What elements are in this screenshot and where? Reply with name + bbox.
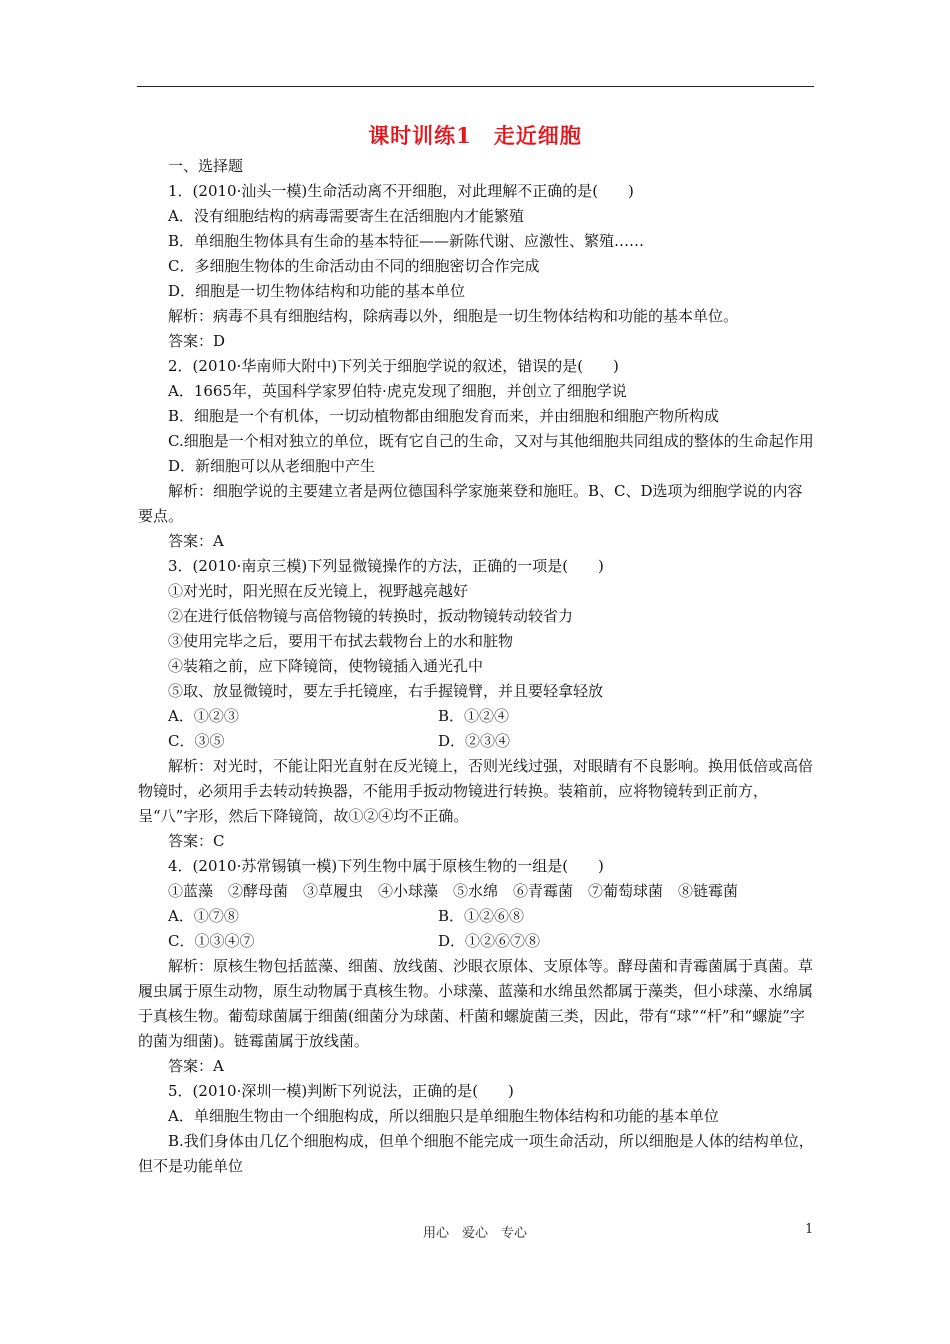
q3-answer: 答案：C [168,832,225,850]
q3-item: ⑤取、放显微镜时，要左手托镜座，右手握镜臂，并且要轻拿轻放 [168,682,604,700]
q4-analysis: 解析：原核生物包括蓝藻、细菌、放线菌、沙眼衣原体、支原体等。酵母菌和青霉菌属于真菌。草履虫属于原生动物，原生动物属于真核生物。小球藻、蓝藻和水绵虽然都属于藻类，但小球藻、水绵属于真核生物。葡萄球菌属于细菌(细菌分为球菌、杆菌和螺旋菌三类，因此，带有“球”“杆”和“螺旋”字的菌为细菌)。链霉菌属于放线菌。 [138,957,814,1050]
q4-options-row-2 [138,929,814,954]
q5-option-a: A．单细胞生物由一个细胞构成，所以细胞只是单细胞生物体结构和功能的基本单位 [168,1107,719,1125]
document-body [138,154,814,1179]
header-rule [137,86,814,87]
q3-stem: 3．(2010·南京三模)下列显微镜操作的方法，正确的一项是( ) [168,557,604,575]
q2-option-a: A．1665年，英国科学家罗伯特·虎克发现了细胞，并创立了细胞学说 [168,382,627,400]
q1-option-d: D．细胞是一切生物体结构和功能的基本单位 [168,282,466,300]
q3-options-row-1 [138,704,814,729]
q3-option-b: B．①②④ [438,707,510,725]
q1-answer: 答案：D [168,332,226,350]
q1-analysis: 解析：病毒不具有细胞结构，除病毒以外，细胞是一切生物体结构和功能的基本单位。 [168,307,739,325]
q4-items: ①蓝藻 ②酵母菌 ③草履虫 ④小球藻 ⑤水绵 ⑥青霉菌 ⑦葡萄球菌 ⑧链霉菌 [168,882,739,900]
q3-options-row-2 [138,729,814,754]
q2-option-b: B．细胞是一个有机体，一切动植物都由细胞发育而来，并由细胞和细胞产物所构成 [168,407,720,425]
page-number: 1 [805,1222,814,1237]
q4-options-row-1 [138,904,814,929]
section-heading: 一、选择题 [168,157,244,175]
q3-option-c: C．③⑤ [168,732,225,750]
q3-item: ③使用完毕之后，要用干布拭去载物台上的水和脏物 [168,632,514,650]
q4-option-b: B．①②⑥⑧ [438,907,525,925]
q1-option-a: A．没有细胞结构的病毒需要寄生在活细胞内才能繁殖 [168,207,524,225]
q3-option-a: A．①②③ [168,707,239,725]
page-title: 课时训练1 走近细胞 [368,123,582,148]
q2-option-d: D．新细胞可以从老细胞中产生 [168,457,376,475]
q3-item: ④装箱之前，应下降镜筒，使物镜插入通光孔中 [168,657,484,675]
page-footer: 用心 爱心 专心 [422,1226,527,1241]
q1-option-b: B．单细胞生物体具有生命的基本特征——新陈代谢、应激性、繁殖…… [168,232,645,250]
q1-option-c: C．多细胞生物体的生命活动由不同的细胞密切合作完成 [168,257,540,275]
q4-option-c: C．①③④⑦ [168,932,255,950]
q2-answer: 答案：A [168,532,224,550]
q2-stem: 2．(2010·华南师大附中)下列关于细胞学说的叙述，错误的是( ) [168,357,619,375]
q2-analysis: 解析：细胞学说的主要建立者是两位德国科学家施莱登和施旺。B、C、D选项为细胞学说的内容要点。 [138,482,803,525]
q3-analysis: 解析：对光时，不能让阳光直射在反光镜上，否则光线过强，对眼睛有不良影响。换用低倍或高倍物镜时，必须用手去转动转换器，不能用手扳动物镜进行转换。装箱前，应将物镜转到正前方，呈“八”字形，然后下降镜筒，故①②④均不正确。 [138,757,814,825]
q5-option-b: B.我们身体由几亿个细胞构成，但单个细胞不能完成一项生命活动，所以细胞是人体的结构单位，但不是功能单位 [138,1132,814,1175]
q2-option-c: C.细胞是一个相对独立的单位，既有它自己的生命，又对与其他细胞共同组成的整体的生命起作用 [168,432,814,450]
q3-item: ①对光时，阳光照在反光镜上，视野越亮越好 [168,582,469,600]
q1-stem: 1．(2010·汕头一模)生命活动离不开细胞，对此理解不正确的是( ) [168,182,634,200]
q4-answer: 答案：A [168,1057,224,1075]
q3-item: ②在进行低倍物镜与高倍物镜的转换时，扳动物镜转动较省力 [168,607,574,625]
q4-stem: 4．(2010·苏常锡镇一模)下列生物中属于原核生物的一组是( ) [168,857,604,875]
q3-option-d: D．②③④ [438,732,511,750]
q4-option-d: D．①②⑥⑦⑧ [438,932,541,950]
q5-stem: 5．(2010·深圳一模)判断下列说法，正确的是( ) [168,1082,514,1100]
q4-option-a: A．①⑦⑧ [168,907,239,925]
